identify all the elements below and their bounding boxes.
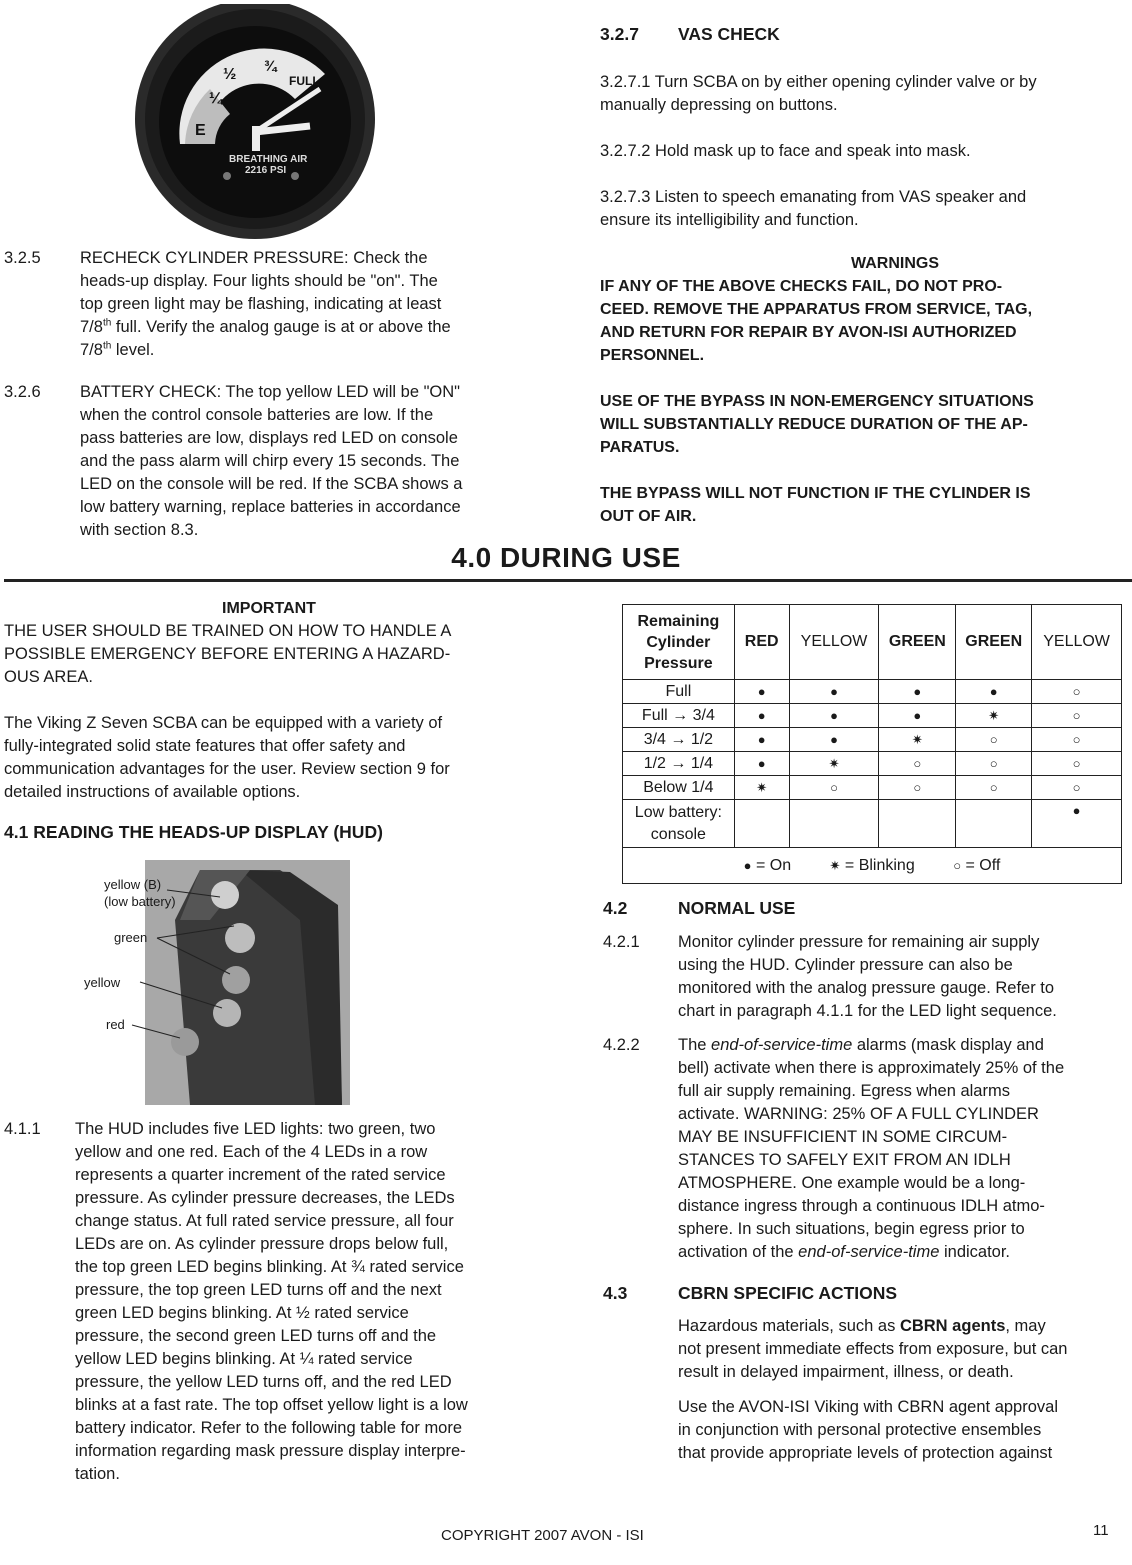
warning-line: IF ANY OF THE ABOVE CHECKS FAIL, DO NOT PRO- bbox=[600, 278, 1003, 295]
led-on-icon bbox=[879, 704, 956, 728]
paragraph-line: using the HUD. Cylinder pressure can also be bbox=[678, 956, 1013, 974]
important-block bbox=[4, 598, 534, 804]
section-number: 3.2.6 bbox=[4, 383, 41, 401]
hud-led-table bbox=[622, 604, 1122, 884]
important-title: IMPORTANT bbox=[222, 600, 316, 617]
header-red: RED bbox=[734, 605, 789, 680]
label-red: red bbox=[106, 1017, 125, 1032]
paragraph-line: pass batteries are low, displays red LED on console bbox=[80, 429, 458, 447]
row-label: 1/2 → 1/4 bbox=[623, 752, 735, 776]
paragraph-line: Monitor cylinder pressure for remaining air supply bbox=[678, 933, 1040, 951]
table-legend bbox=[623, 848, 1122, 884]
warning-line: USE OF THE BYPASS IN NON-EMERGENCY SITUATIONS bbox=[600, 393, 1034, 410]
paragraph-line: that provide appropriate levels of protection against bbox=[678, 1444, 1053, 1462]
pressure-gauge-photo bbox=[125, 4, 385, 244]
led-blink-icon bbox=[734, 776, 789, 800]
paragraph-line: bell) activate when there is approximately 25% of the bbox=[678, 1059, 1065, 1077]
paragraph-line: distance ingress through a continuous IDLH atmo- bbox=[678, 1197, 1045, 1215]
low-battery-label bbox=[623, 800, 735, 848]
led-on-icon bbox=[734, 728, 789, 752]
paragraph-line: 3.2.7.1 Turn SCBA on by either opening cylinder valve or by bbox=[600, 73, 1037, 91]
paragraph-line: Use the AVON-ISI Viking with CBRN agent approval bbox=[678, 1398, 1058, 1416]
legend-off: = Off bbox=[965, 856, 1001, 874]
intro-line: detailed instructions of available options. bbox=[4, 783, 301, 801]
paragraph-line: the top green LED begins blinking. At ¾ rated service bbox=[75, 1258, 464, 1276]
led-off-icon bbox=[1032, 704, 1122, 728]
paragraph-line: change status. At full rated service pressure, all four bbox=[75, 1212, 454, 1230]
section-title: VAS CHECK bbox=[678, 24, 780, 44]
label-line: console bbox=[650, 825, 706, 843]
header-yellow: YELLOW bbox=[789, 605, 879, 680]
led-on-icon bbox=[789, 680, 879, 704]
table-row bbox=[623, 704, 1122, 728]
warnings-title: WARNINGS bbox=[851, 255, 939, 272]
section-number: 4.1.1 bbox=[4, 1120, 41, 1138]
led-off-icon bbox=[879, 752, 956, 776]
legend-on: = On bbox=[755, 856, 792, 874]
led-off-icon bbox=[956, 776, 1032, 800]
warning-line: OUT OF AIR. bbox=[600, 508, 697, 525]
led-blink-icon bbox=[956, 704, 1032, 728]
italic-term: end-of-service-time bbox=[798, 1243, 940, 1261]
warning-line: PARATUS. bbox=[600, 439, 680, 456]
paragraph-line: STANCES TO SAFELY EXIT FROM AN IDLH bbox=[678, 1151, 1011, 1169]
led-off-icon bbox=[879, 776, 956, 800]
important-line: POSSIBLE EMERGENCY BEFORE ENTERING A HAZARD- bbox=[4, 645, 451, 663]
paragraph-line: tation. bbox=[75, 1465, 120, 1483]
table-row bbox=[623, 728, 1122, 752]
paragraph-line: LED on the console will be red. If the SCBA shows a bbox=[80, 475, 463, 493]
paragraph-line: low battery warning, replace batteries in accordance bbox=[80, 498, 461, 516]
led-blink-icon bbox=[879, 728, 956, 752]
led-on-icon bbox=[744, 857, 752, 874]
paragraph-line: represents a quarter increment of the rated service bbox=[75, 1166, 446, 1184]
table-cell bbox=[734, 800, 789, 848]
header-line: Pressure bbox=[644, 654, 713, 672]
section-title: NORMAL USE bbox=[678, 898, 796, 918]
footer-copyright: COPYRIGHT 2007 AVON - ISI bbox=[441, 1527, 644, 1544]
paragraph-line: 3.2.7.2 Hold mask up to face and speak into mask. bbox=[600, 142, 971, 160]
paragraph-line: not present immediate effects from exposure, but can bbox=[678, 1340, 1068, 1358]
label-yellow-b: yellow (B) bbox=[104, 877, 162, 892]
label-green: green bbox=[114, 930, 148, 945]
important-line: OUS AREA. bbox=[4, 668, 93, 686]
paragraph-line: and the pass alarm will chirp every 15 seconds. The bbox=[80, 452, 460, 470]
section-number: 4.2.2 bbox=[603, 1036, 640, 1054]
paragraph-line bbox=[80, 339, 540, 362]
text: alarms (mask display and bbox=[852, 1036, 1044, 1054]
paragraph-line: ensure its intelligibility and function. bbox=[600, 211, 859, 229]
table-row bbox=[623, 752, 1122, 776]
header-yellow-2: YELLOW bbox=[1032, 605, 1122, 680]
text: The bbox=[678, 1036, 712, 1054]
section-number: 3.2.7 bbox=[600, 24, 639, 44]
gauge-mark-three-quarter: ¾ bbox=[264, 58, 277, 75]
paragraph-line: monitored with the analog pressure gauge. Refer to bbox=[678, 979, 1055, 997]
warning-line: CEED. REMOVE THE APPARATUS FROM SERVICE, TAG, bbox=[600, 301, 1033, 318]
gauge-mark-quarter: ¼ bbox=[209, 90, 223, 107]
gauge-mark-half: ½ bbox=[223, 66, 237, 83]
header-line: Remaining bbox=[637, 612, 720, 630]
text: full. Verify the analog gauge is at or above the bbox=[111, 318, 451, 336]
paragraph-line: full air supply remaining. Egress when alarms bbox=[678, 1082, 1010, 1100]
warning-line: WILL SUBSTANTIALLY REDUCE DURATION OF THE AP- bbox=[600, 416, 1028, 433]
header-remaining-pressure bbox=[623, 605, 735, 680]
led-off-icon bbox=[953, 857, 961, 874]
led-on-icon bbox=[734, 704, 789, 728]
section-number: 4.2.1 bbox=[603, 933, 640, 951]
text: Hazardous materials, such as bbox=[678, 1317, 900, 1335]
table-cell bbox=[956, 800, 1032, 848]
paragraph-line bbox=[678, 1241, 1128, 1264]
paragraph-line: LEDs are on. As cylinder pressure drops below full, bbox=[75, 1235, 449, 1253]
gauge-label-psi: 2216 PSI bbox=[245, 165, 287, 176]
text: level. bbox=[111, 341, 155, 359]
table-row bbox=[623, 776, 1122, 800]
section-number: 4.3 bbox=[603, 1283, 628, 1303]
intro-line: communication advantages for the user. Review section 9 for bbox=[4, 760, 450, 778]
led-on-icon bbox=[879, 680, 956, 704]
paragraph-line: information regarding mask pressure display interpre- bbox=[75, 1442, 466, 1460]
paragraph-line: activate. WARNING: 25% OF A FULL CYLINDER bbox=[678, 1105, 1039, 1123]
paragraph-line: battery indicator. Refer to the following table for more bbox=[75, 1419, 463, 1437]
section-divider bbox=[4, 579, 1132, 582]
paragraph-line bbox=[80, 316, 540, 339]
fraction: 7/8 bbox=[80, 318, 103, 336]
led-on-icon bbox=[789, 728, 879, 752]
paragraph-line: sphere. In such situations, begin egress prior to bbox=[678, 1220, 1025, 1238]
gauge-mark-empty: E bbox=[195, 122, 206, 139]
section-title: CBRN SPECIFIC ACTIONS bbox=[678, 1283, 898, 1303]
warning-line: THE BYPASS WILL NOT FUNCTION IF THE CYLINDER IS bbox=[600, 485, 1031, 502]
section-number: 3.2.5 bbox=[4, 249, 41, 267]
text: activation of the bbox=[678, 1243, 799, 1261]
table-cell bbox=[789, 800, 879, 848]
section-number: 4.2 bbox=[603, 898, 628, 918]
paragraph-line: The HUD includes five LED lights: two green, two bbox=[75, 1120, 436, 1138]
warning-line: PERSONNEL. bbox=[600, 347, 705, 364]
led-off-icon bbox=[956, 752, 1032, 776]
paragraph-line: with section 8.3. bbox=[80, 521, 199, 539]
page-number: 11 bbox=[1093, 1522, 1109, 1539]
table-row bbox=[623, 680, 1122, 704]
led-on-icon bbox=[956, 680, 1032, 704]
led-off-icon bbox=[789, 776, 879, 800]
paragraph-line: chart in paragraph 4.1.1 for the LED light sequence. bbox=[678, 1002, 1057, 1020]
gauge-label-breathing-air: BREATHING AIR bbox=[229, 154, 308, 165]
paragraph-line: pressure, the second green LED turns off and the bbox=[75, 1327, 437, 1345]
led-off-icon bbox=[1032, 680, 1122, 704]
led-off-icon bbox=[1032, 776, 1122, 800]
paragraph-line: green LED begins blinking. At ½ rated service bbox=[75, 1304, 409, 1322]
paragraph-line: in conjunction with personal protective ensembles bbox=[678, 1421, 1042, 1439]
paragraph-line: pressure, the yellow LED turns off, and the red LED bbox=[75, 1373, 452, 1391]
header-green-1: GREEN bbox=[879, 605, 956, 680]
section-4-title: 4.0 DURING USE bbox=[451, 542, 681, 573]
paragraph-line: 3.2.7.3 Listen to speech emanating from VAS speaker and bbox=[600, 188, 1027, 206]
paragraph-line: yellow and one red. Each of the 4 LEDs in a row bbox=[75, 1143, 428, 1161]
text: , may bbox=[1005, 1317, 1046, 1335]
intro-line: fully-integrated solid state features that offer safety and bbox=[4, 737, 406, 755]
led-on-icon bbox=[789, 704, 879, 728]
warnings-block bbox=[600, 252, 1130, 528]
row-label: 3/4 → 1/2 bbox=[623, 728, 735, 752]
paragraph-line: BATTERY CHECK: The top yellow LED will be "ON" bbox=[80, 383, 461, 401]
label-low-battery: (low battery) bbox=[104, 894, 176, 909]
section-4-1-title: 4.1 READING THE HEADS-UP DISPLAY (HUD) bbox=[4, 822, 383, 842]
paragraph-line: RECHECK CYLINDER PRESSURE: Check the bbox=[80, 249, 428, 267]
warning-line: AND RETURN FOR REPAIR BY AVON-ISI AUTHORIZED bbox=[600, 324, 1017, 341]
gauge-mark-full: FULL bbox=[289, 74, 320, 88]
led-off-icon bbox=[1032, 752, 1122, 776]
led-off-icon bbox=[1032, 728, 1122, 752]
paragraph-line: result in delayed impairment, illness, or death. bbox=[678, 1363, 1014, 1381]
fraction: 7/8 bbox=[80, 341, 103, 359]
table-cell bbox=[879, 800, 956, 848]
paragraph-line: pressure. As cylinder pressure decreases, the LEDs bbox=[75, 1189, 455, 1207]
paragraph-line: blinks at a fast rate. The top offset yellow light is a low bbox=[75, 1396, 468, 1414]
label-yellow: yellow bbox=[84, 975, 121, 990]
paragraph-line: ATMOSPHERE. One example would be a long- bbox=[678, 1174, 1026, 1192]
hud-photo bbox=[80, 860, 350, 1105]
led-blink-icon bbox=[789, 752, 879, 776]
paragraph-line: when the control console batteries are low. If the bbox=[80, 406, 434, 424]
superscript: th bbox=[102, 340, 112, 352]
paragraph-line bbox=[678, 1315, 1128, 1338]
paragraph-line: manually depressing on buttons. bbox=[600, 96, 838, 114]
paragraph-line: heads-up display. Four lights should be "on". The bbox=[80, 272, 438, 290]
header-green-2: GREEN bbox=[956, 605, 1032, 680]
paragraph-line bbox=[678, 1034, 1128, 1057]
led-off-icon bbox=[956, 728, 1032, 752]
row-label: Full bbox=[623, 680, 735, 704]
led-blink-icon bbox=[830, 857, 841, 874]
bold-term: CBRN agents bbox=[899, 1317, 1006, 1335]
paragraph-line: MAY BE INSUFFICIENT IN SOME CIRCUM- bbox=[678, 1128, 1008, 1146]
row-label: Below 1/4 bbox=[623, 776, 735, 800]
led-on-icon bbox=[734, 680, 789, 704]
header-line: Cylinder bbox=[646, 633, 711, 651]
led-on-icon bbox=[734, 752, 789, 776]
intro-line: The Viking Z Seven SCBA can be equipped with a variety of bbox=[4, 714, 443, 732]
important-line: THE USER SHOULD BE TRAINED ON HOW TO HANDLE A bbox=[4, 622, 452, 640]
paragraph-line: top green light may be flashing, indicating at least bbox=[80, 295, 442, 313]
paragraph-line: pressure, the top green LED turns off and the next bbox=[75, 1281, 442, 1299]
legend-blink: = Blinking bbox=[844, 856, 915, 874]
paragraph-line: yellow LED begins blinking. At ¼ rated service bbox=[75, 1350, 413, 1368]
led-on-icon bbox=[1032, 800, 1122, 848]
label-line: Low battery: bbox=[634, 803, 722, 821]
row-label: Full → 3/4 bbox=[623, 704, 735, 728]
text: indicator. bbox=[939, 1243, 1011, 1261]
superscript: th bbox=[102, 317, 112, 329]
italic-term: end-of-service-time bbox=[711, 1036, 853, 1054]
